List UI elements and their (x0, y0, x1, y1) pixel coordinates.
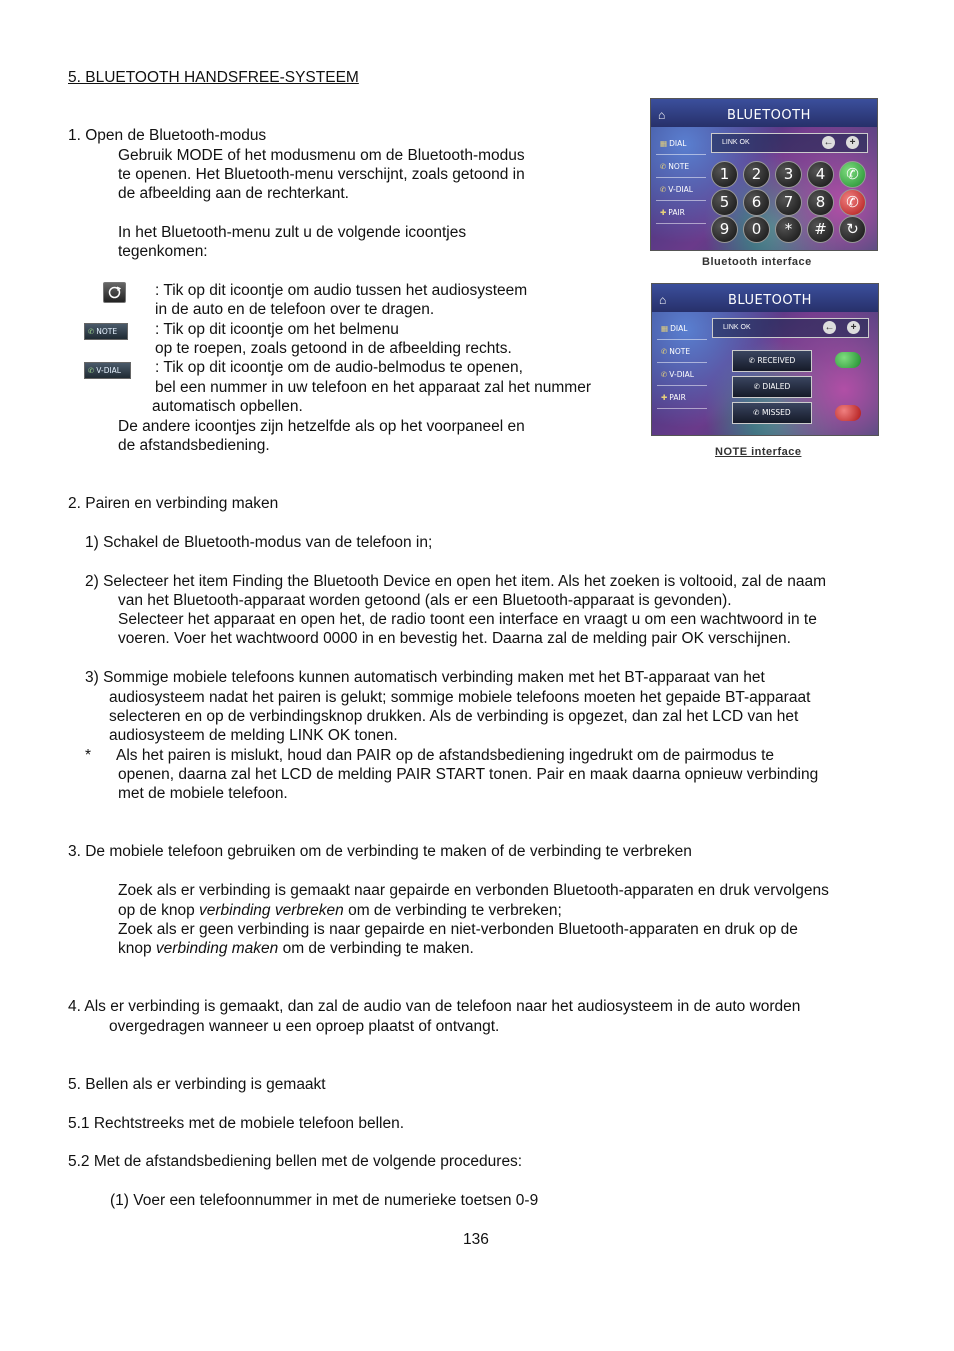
note-icon: ✆ NOTE (84, 323, 128, 340)
menu-item-note: ✆ NOTE (657, 341, 707, 363)
icon-description: : Tik op dit icoontje om de audio-belmodus te openen, (155, 359, 523, 376)
key-9: 9 (711, 216, 738, 243)
hangup-icon (835, 405, 861, 421)
menu-item-v-dial: ✆ V-DIAL (657, 364, 707, 386)
page-number: 136 (463, 1231, 489, 1248)
list-item-line: van het Bluetooth-apparaat worden getoond (als er een Bluetooth-apparaat is gevonden). (118, 592, 732, 609)
section-heading: 5. BLUETOOTH HANDSFREE-SYSTEEM (68, 69, 359, 86)
step-2-title: 2. Pairen en verbinding maken (68, 495, 279, 512)
step-4-title: 4. Als er verbinding is gemaakt, dan zal de audio van de telefoon naar het audiosysteem in de auto worden (68, 998, 801, 1015)
figure-caption: NOTE interface (715, 446, 802, 458)
paragraph-line: te openen. Het Bluetooth-menu verschijnt, zoals getoond in (118, 166, 525, 183)
screen-title-bar (652, 284, 878, 312)
key-4: 4 (807, 161, 834, 188)
link-status: LINK OK (712, 318, 869, 338)
call-icon: ✆ (839, 161, 866, 188)
key-8: 8 (807, 189, 834, 216)
back-icon: ← (823, 137, 834, 148)
back-icon: ← (824, 322, 835, 333)
note-line: Als het pairen is mislukt, houd dan PAIR op de afstandsbediening ingedrukt om de pairmodus te (116, 747, 774, 764)
menu-item-dial: ▦ DIAL (657, 318, 707, 340)
list-item-line: voeren. Voer het wachtwoord 0000 in en bevestig het. Daarna zal de melding pair OK verschijnen. (118, 630, 791, 647)
icon-description: op te roepen, zoals getoond in de afbeelding rechts. (155, 340, 512, 357)
key-3: 3 (775, 161, 802, 188)
key-star: * (775, 216, 802, 243)
key-1: 1 (711, 161, 738, 188)
list-item-line: audiosysteem de melding LINK OK tonen. (109, 727, 398, 744)
screen-side-menu (656, 133, 706, 225)
paragraph-line: knop verbinding maken om de verbinding te maken. (118, 940, 474, 957)
note-line: met de mobiele telefoon. (118, 785, 288, 802)
note-line: openen, daarna zal het LCD de melding PAIR START tonen. Pair en maak daarna opnieuw verbinding (118, 766, 819, 783)
menu-item-dial: ▦ DIAL (656, 133, 706, 155)
note-interface-screenshot (651, 283, 879, 436)
hangup-icon: ✆ (839, 189, 866, 216)
step-1-title: 1. Open de Bluetooth-modus (68, 127, 267, 144)
subsection-5-1: 5.1 Rechtstreeks met de mobiele telefoon bellen. (68, 1115, 405, 1132)
dialed-button: ✆ DIALED (732, 376, 812, 398)
menu-item-v-dial: ✆ V-DIAL (656, 179, 706, 201)
key-hash: # (807, 216, 834, 243)
transfer-icon: ↻ (839, 216, 866, 243)
list-item: 1) Schakel de Bluetooth-modus van de telefoon in; (85, 534, 433, 551)
home-icon: ⌂ (659, 293, 667, 307)
key-2: 2 (743, 161, 770, 188)
paragraph-line: Zoek als er verbinding is gemaakt naar gepairde en verbonden Bluetooth-apparaten en druk vervolgens (118, 882, 829, 899)
menu-item-pair: ✚ PAIR (657, 387, 707, 409)
menu-item-pair: ✚ PAIR (656, 202, 706, 224)
paragraph-line: op de knop verbinding verbreken om de verbinding te verbreken; (118, 902, 562, 919)
link-status: LINK OK (711, 133, 868, 153)
screen-side-menu (657, 318, 707, 410)
subsection-5-2: 5.2 Met de afstandsbediening bellen met de volgende procedures: (68, 1153, 523, 1170)
key-6: 6 (743, 189, 770, 216)
icon-description: : Tik op dit icoontje om het belmenu (155, 321, 399, 338)
icon-description: automatisch opbellen. (152, 398, 303, 415)
step-5-title: 5. Bellen als er verbinding is gemaakt (68, 1076, 326, 1093)
icon-description: : Tik op dit icoontje om audio tussen het audiosysteem (155, 282, 528, 299)
screen-title: BLUETOOTH (727, 108, 811, 123)
received-button: ✆ RECEIVED (732, 350, 812, 372)
paragraph-line: De andere icoontjes zijn hetzelfde als op het voorpaneel en (118, 418, 525, 435)
key-0: 0 (743, 216, 770, 243)
menu-item-note: ✆ NOTE (656, 156, 706, 178)
list-item-line: Selecteer het apparaat en open het, de radio toont een interface en vraagt u om een wachtwoord in te (118, 611, 817, 628)
paragraph-line: tegenkomen: (118, 243, 208, 260)
list-item: 3) Sommige mobiele telefoons kunnen automatisch verbinding maken met het BT-apparaat van het (85, 669, 765, 686)
figure-caption: Bluetooth interface (702, 256, 812, 268)
key-5: 5 (711, 189, 738, 216)
screen-title: BLUETOOTH (728, 293, 812, 308)
home-icon: ⌂ (658, 108, 666, 122)
plus-icon: + (847, 321, 860, 334)
step-3-title: 3. De mobiele telefoon gebruiken om de verbinding te maken of de verbinding te verbreken (68, 843, 692, 860)
note-marker: * (85, 747, 92, 764)
list-item-line: selecteren en op de verbindingsknop drukken. Als de verbinding is opgezet, dan zal het LCD van het (109, 708, 799, 725)
call-icon (835, 352, 861, 368)
bluetooth-interface-screenshot (650, 98, 878, 251)
list-item-line: audiosysteem nadat het pairen is gelukt; sommige mobiele telefoons moeten het gepaide BT-apparaat (109, 689, 811, 706)
icon-description: in de auto en de telefoon over te dragen. (155, 301, 435, 318)
paragraph-line: Gebruik MODE of het modusmenu om de Bluetooth-modus (118, 147, 525, 164)
list-item: 2) Selecteer het item Finding the Bluetooth Device en open het item. Als het zoeken is voltooid, zal de naam (85, 573, 826, 590)
v-dial-icon: ✆ V-DIAL (84, 362, 131, 379)
plus-icon: + (846, 136, 859, 149)
paragraph-line: In het Bluetooth-menu zult u de volgende icoontjes (118, 224, 467, 241)
paragraph-line: de afbeelding aan de rechterkant. (118, 185, 349, 202)
paragraph-line: de afstandsbediening. (118, 437, 270, 454)
missed-button: ✆ MISSED (732, 402, 812, 424)
key-7: 7 (775, 189, 802, 216)
audio-transfer-icon (103, 282, 126, 303)
paragraph-line: overgedragen wanneer u een oproep plaatst of ontvangt. (109, 1018, 500, 1035)
icon-description: bel een nummer in uw telefoon en het apparaat zal het nummer (155, 379, 591, 396)
paragraph-line: Zoek als er geen verbinding is naar gepairde en niet-verbonden Bluetooth-apparaten en druk op de (118, 921, 798, 938)
procedure-step-1: (1) Voer een telefoonnummer in met de numerieke toetsen 0-9 (110, 1192, 539, 1209)
screen-title-bar (651, 99, 877, 127)
